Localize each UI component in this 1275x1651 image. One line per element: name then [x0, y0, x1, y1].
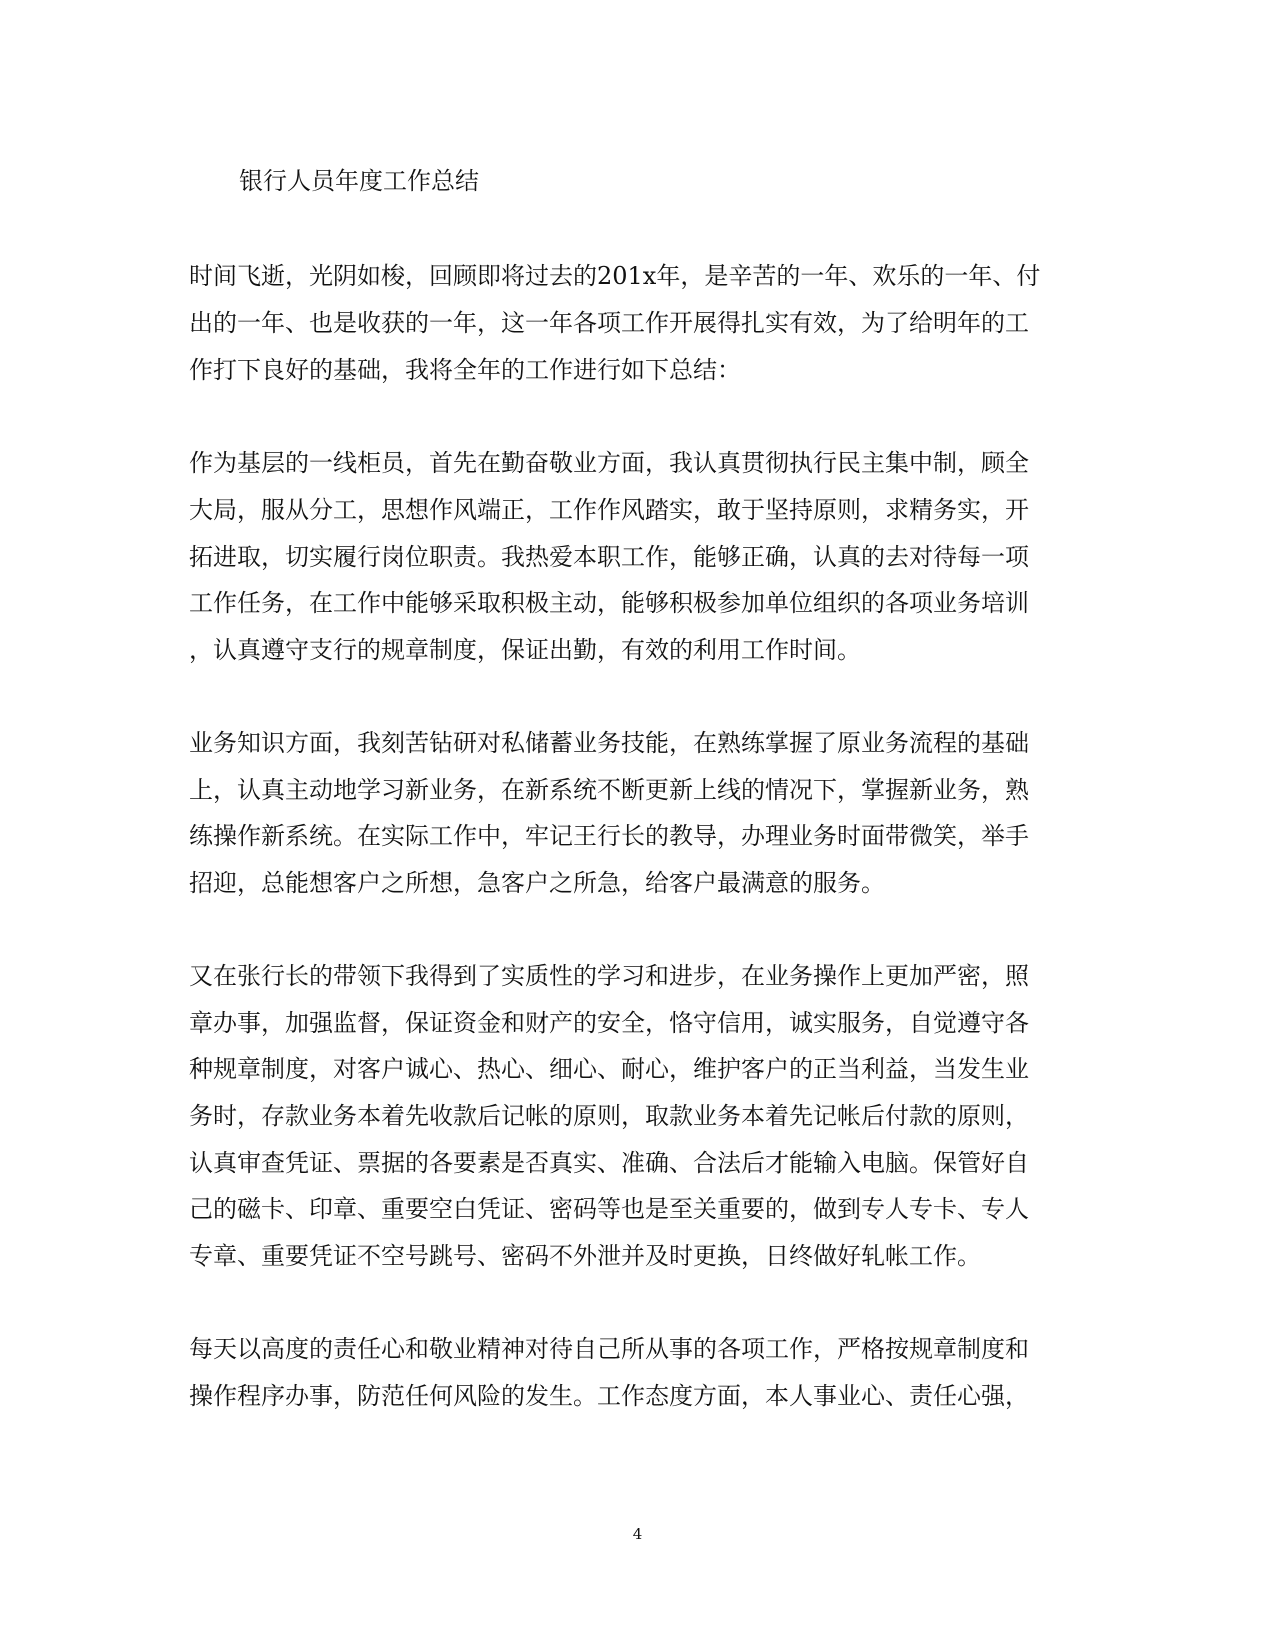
text-line: 作为基层的一线柜员，首先在勤奋敬业方面，我认真贯彻执行民主集中制，顾全: [189, 449, 1029, 477]
text-line: 章办事，加强监督，保证资金和财产的安全，恪守信用，诚实服务，自觉遵守各: [189, 1009, 1029, 1037]
document-title: 银行人员年度工作总结: [239, 167, 479, 195]
text-line: 业务知识方面，我刻苦钻研对私储蓄业务技能，在熟练掌握了原业务流程的基础: [189, 729, 1029, 757]
text-line: 大局，服从分工，思想作风端正，工作作风踏实，敢于坚持原则，求精务实，开: [189, 496, 1029, 524]
text-line: 每天以高度的责任心和敬业精神对待自己所从事的各项工作，严格按规章制度和: [189, 1335, 1029, 1363]
text-line: 作打下良好的基础，我将全年的工作进行如下总结：: [189, 356, 741, 384]
text-line: 时间飞逝，光阴如梭，回顾即将过去的201x年，是辛苦的一年、欢乐的一年、付: [189, 262, 1041, 290]
text-line: 招迎，总能想客户之所想，急客户之所急，给客户最满意的服务。: [189, 869, 885, 897]
text-line: 操作程序办事，防范任何风险的发生。工作态度方面，本人事业心、责任心强，: [189, 1382, 1029, 1410]
text-line: 工作任务，在工作中能够采取积极主动，能够积极参加单位组织的各项业务培训: [189, 589, 1029, 617]
text-line: 又在张行长的带领下我得到了实质性的学习和进步，在业务操作上更加严密，照: [189, 962, 1029, 990]
text-line: 专章、重要凭证不空号跳号、密码不外泄并及时更换，日终做好轧帐工作。: [189, 1242, 981, 1270]
page-number: 4: [632, 1525, 643, 1543]
text-line: 认真审查凭证、票据的各要素是否真实、准确、合法后才能输入电脑。保管好自: [189, 1149, 1029, 1177]
text-line: 练操作新系统。在实际工作中，牢记王行长的教导，办理业务时面带微笑，举手: [189, 822, 1029, 850]
text-line: 种规章制度，对客户诚心、热心、细心、耐心，维护客户的正当利益，当发生业: [189, 1055, 1029, 1083]
text-line: 拓进取，切实履行岗位职责。我热爱本职工作，能够正确，认真的去对待每一项: [189, 543, 1029, 571]
text-line: 上，认真主动地学习新业务，在新系统不断更新上线的情况下，掌握新业务，熟: [189, 776, 1029, 804]
text-line: 己的磁卡、印章、重要空白凭证、密码等也是至关重要的，做到专人专卡、专人: [189, 1195, 1029, 1223]
text-line: ，认真遵守支行的规章制度，保证出勤，有效的利用工作时间。: [189, 636, 861, 664]
text-line: 出的一年、也是收获的一年，这一年各项工作开展得扎实有效，为了给明年的工: [189, 309, 1029, 337]
text-line: 务时，存款业务本着先收款后记帐的原则，取款业务本着先记帐后付款的原则，: [189, 1102, 1029, 1130]
